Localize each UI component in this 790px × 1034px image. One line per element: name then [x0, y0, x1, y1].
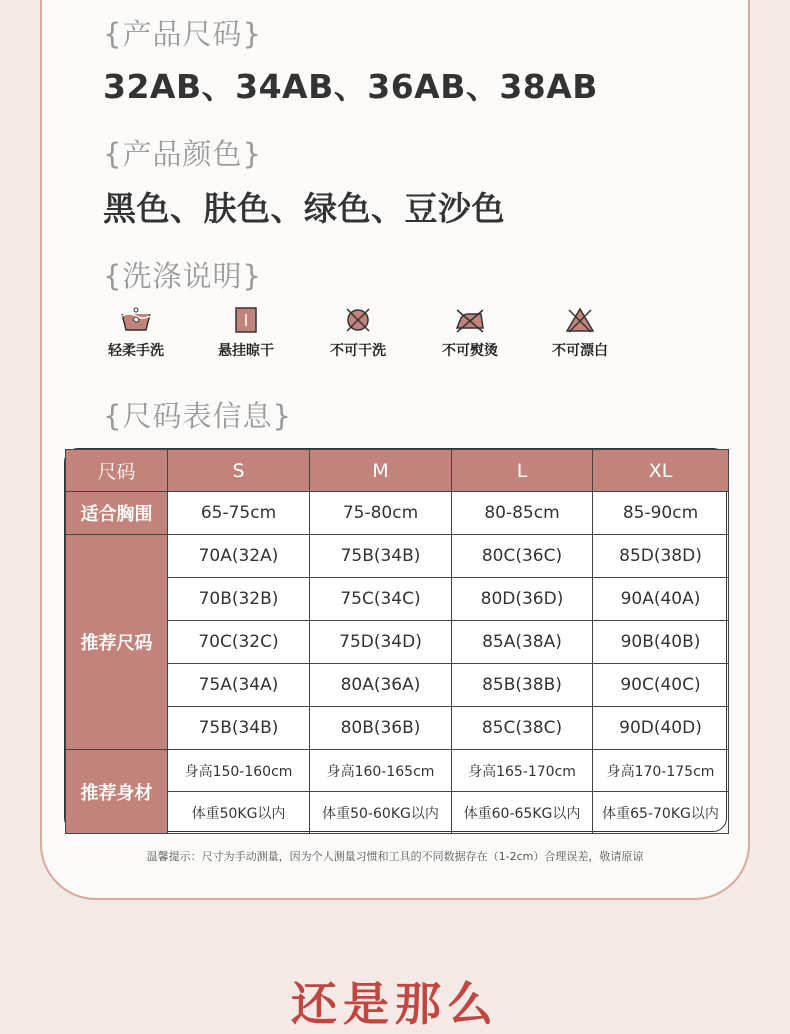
size-section [103, 12, 598, 108]
wash-icons [103, 306, 623, 366]
chart-section [103, 394, 292, 435]
wash-icon-label: 不可熨烫 [442, 343, 498, 359]
color-value: 黑色、肤色、绿色、豆沙色 [103, 189, 505, 228]
table-cell: 75D(34D) [310, 621, 452, 664]
chart-heading: {尺码表信息} [103, 399, 292, 433]
table-cell: 80-85cm [452, 492, 593, 535]
table-cell: 身高150-160cm [168, 750, 310, 792]
row-label: 推荐身材 [66, 750, 168, 834]
table-row [66, 492, 729, 535]
table-cell: 80A(36A) [310, 664, 452, 707]
table-cell: 体重60-65KG以内 [452, 792, 593, 834]
header-cell: 尺码 [66, 450, 168, 492]
header-cell: XL [593, 450, 729, 492]
table-row [66, 750, 729, 792]
table-cell: 身高160-165cm [310, 750, 452, 792]
table-cell: 90B(40B) [593, 621, 729, 664]
header-cell: S [168, 450, 310, 492]
wash-section [103, 254, 262, 295]
table-header-row [66, 450, 729, 492]
table-cell: 70B(32B) [168, 578, 310, 621]
size-value: 32AB、34AB、36AB、38AB [103, 67, 598, 106]
no-bleach-icon [563, 306, 597, 334]
no-iron-icon [453, 306, 487, 334]
table-cell: 85A(38A) [452, 621, 593, 664]
table-cell: 90A(40A) [593, 578, 729, 621]
measurement-note: 温馨提示：尺寸为手动测量，因为个人测量习惯和工具的不同数据存在（1-2cm）合理误差，敬请原谅 [146, 850, 644, 863]
size-heading: {产品尺码} [103, 17, 262, 51]
row-label: 适合胸围 [66, 492, 168, 535]
table-cell: 80B(36B) [310, 707, 452, 750]
wash-icon-label: 不可漂白 [552, 343, 608, 359]
table-cell: 80C(36C) [452, 535, 593, 578]
table-cell: 75-80cm [310, 492, 452, 535]
table-cell: 90C(40C) [593, 664, 729, 707]
wash-icon-item [91, 306, 181, 360]
table-cell: 体重50-60KG以内 [310, 792, 452, 834]
hang-dry-icon [229, 306, 263, 334]
color-heading: {产品颜色} [103, 137, 262, 171]
wash-icon-item [201, 306, 291, 360]
table-cell: 80D(36D) [452, 578, 593, 621]
table-cell: 85C(38C) [452, 707, 593, 750]
table-cell: 体重65-70KG以内 [593, 792, 729, 834]
size-table [64, 448, 727, 832]
table-cell: 70C(32C) [168, 621, 310, 664]
wash-icon-item [535, 306, 625, 360]
wash-icon-label: 不可干洗 [330, 343, 386, 359]
table-cell: 70A(32A) [168, 535, 310, 578]
wash-icon-label: 悬挂晾干 [218, 343, 274, 359]
wash-icon-label: 轻柔手洗 [108, 343, 164, 359]
table-row [66, 535, 729, 578]
table-cell: 身高170-175cm [593, 750, 729, 792]
no-dry-clean-icon [341, 306, 375, 334]
header-cell: M [310, 450, 452, 492]
table-cell: 75B(34B) [310, 535, 452, 578]
wash-icon-item [313, 306, 403, 360]
table-cell: 75A(34A) [168, 664, 310, 707]
color-section [103, 132, 505, 230]
table-cell: 75B(34B) [168, 707, 310, 750]
table-cell: 85D(38D) [593, 535, 729, 578]
wash-icon-item [425, 306, 515, 360]
row-label: 推荐尺码 [66, 535, 168, 750]
table-cell: 身高165-170cm [452, 750, 593, 792]
table-cell: 体重50KG以内 [168, 792, 310, 834]
bottom-title: 还是那么 [291, 977, 499, 1031]
gentle-hand-wash-icon [119, 306, 153, 334]
wash-heading: {洗涤说明} [103, 259, 262, 293]
table-cell: 90D(40D) [593, 707, 729, 750]
table-cell: 85B(38B) [452, 664, 593, 707]
header-cell: L [452, 450, 593, 492]
table-cell: 65-75cm [168, 492, 310, 535]
table-cell: 75C(34C) [310, 578, 452, 621]
table-cell: 85-90cm [593, 492, 729, 535]
